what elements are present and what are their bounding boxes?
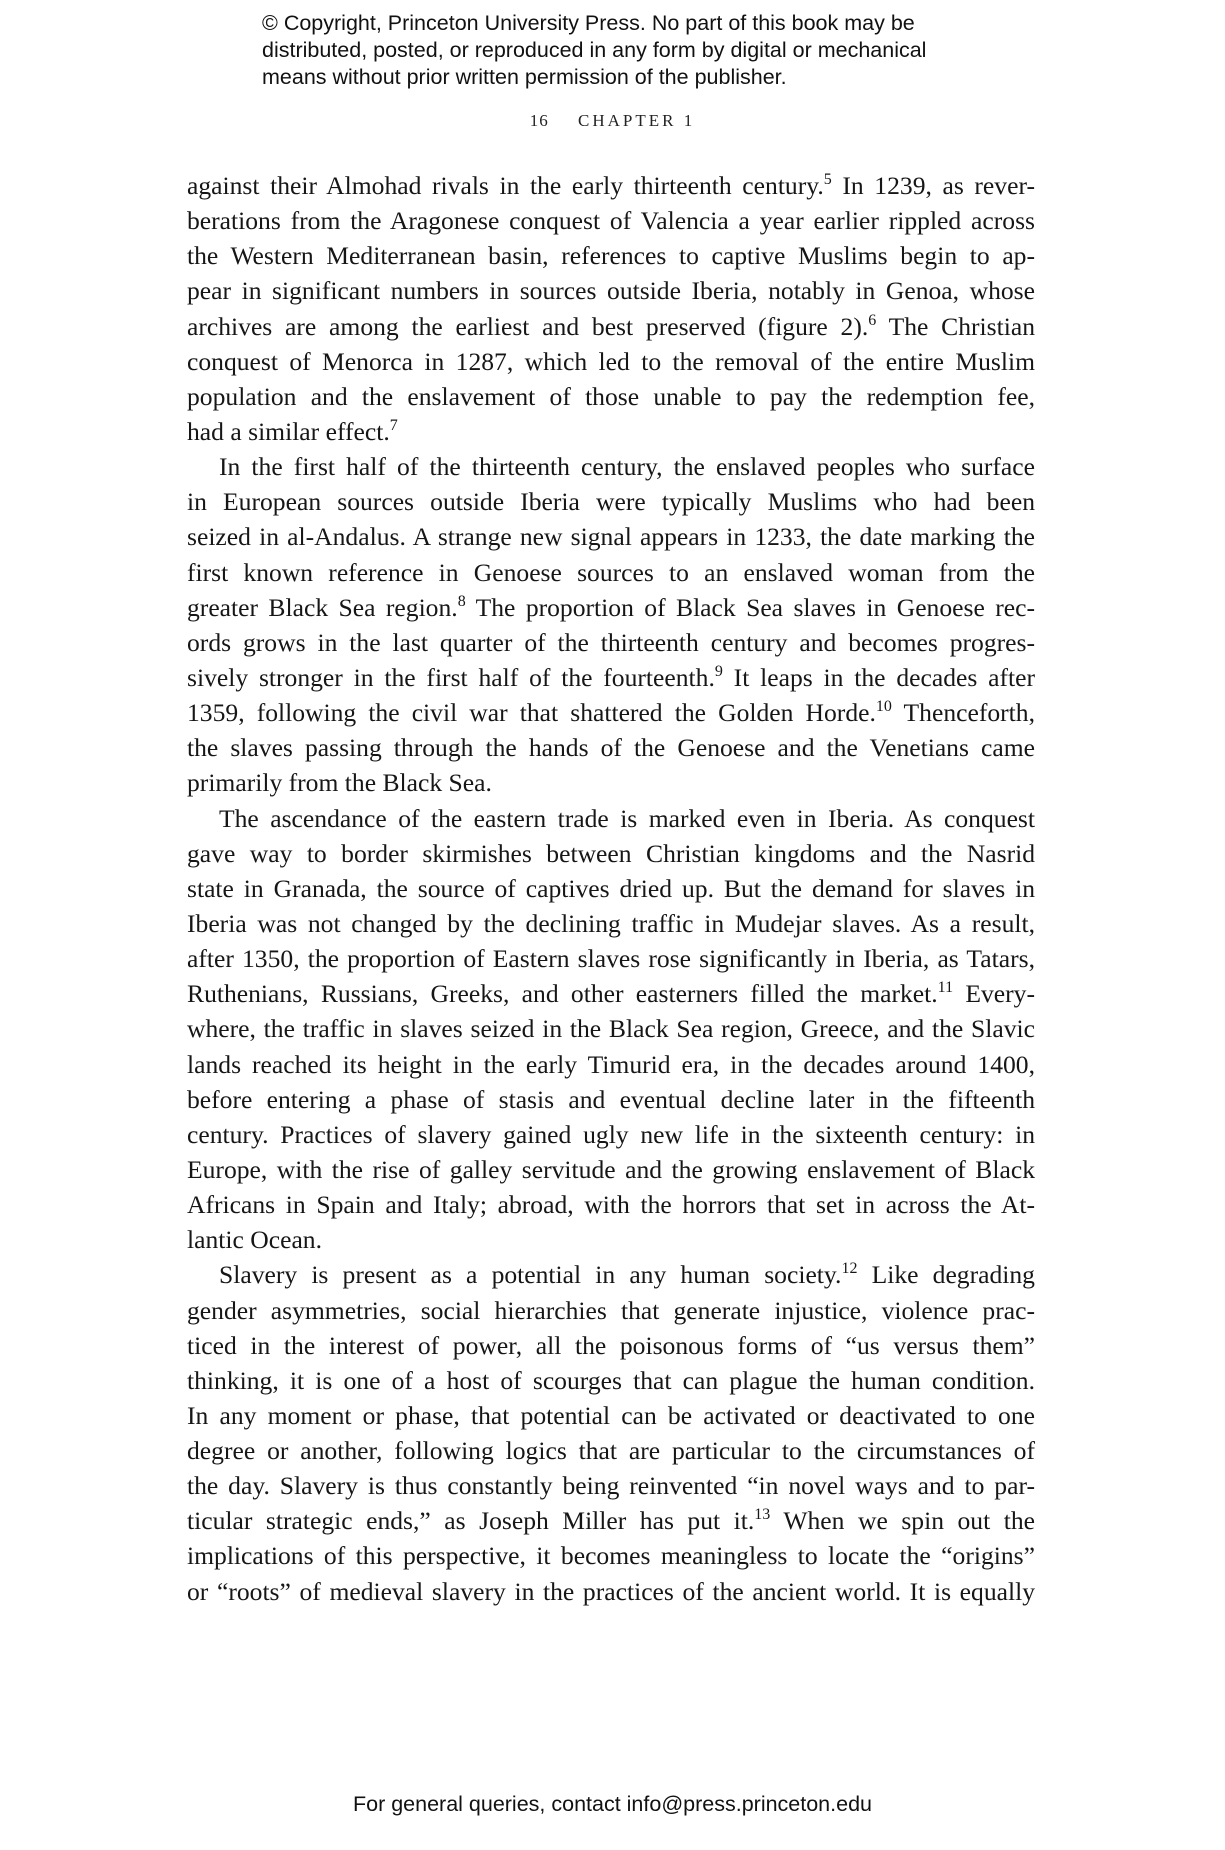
text-line [187,1222,1035,1257]
text-line [187,836,1035,871]
text-segment: sively stronger in the first half of the fourteenth. [187,662,715,692]
text-segment: century. Practices of slavery gained ugly new life in the sixteenth century: in [187,1119,1035,1149]
text-line [187,906,1035,941]
text-line [187,203,1035,238]
text-line [187,660,1035,695]
text-segment: conquest of Menorca in 1287, which led to the removal of the entire Muslim [187,346,1035,376]
text-segment: Ruthenians, Russians, Greeks, and other easterners filled the market. [187,979,938,1009]
text-line [187,344,1035,379]
text-segment: where, the traffic in slaves seized in the Black Sea region, Greece, and the Slavic [187,1014,1035,1044]
text-segment: In 1239, as rever- [831,171,1035,200]
text-segment: It leaps in the decades after [722,662,1035,692]
text-line [187,1082,1035,1117]
text-line [187,1468,1035,1503]
text-segment: When we spin out the [770,1506,1035,1536]
chapter-label: CHAPTER 1 [578,111,696,130]
footer-contact: For general queries, contact info@press.princeton.edu [352,1792,872,1816]
text-line [187,590,1035,625]
running-head [0,111,1225,131]
text-segment: Thenceforth, [891,698,1035,728]
text-segment: Europe, with the rise of galley servitude and the growing enslavement of Black [187,1154,1035,1184]
text-segment: In the first half of the thirteenth century, the enslaved peoples who surface [219,452,1035,482]
text-line [187,309,1035,344]
footnote-ref[interactable]: 13 [754,1506,771,1524]
footnote-ref[interactable]: 6 [868,311,877,329]
text-line [187,1503,1035,1538]
text-segment: The ascendance of the eastern trade is marked even in Iberia. As conquest [219,803,1035,833]
text-segment: In any moment or phase, that potential can be activated or deactivated to one [187,1400,1035,1430]
text-segment: the slaves passing through the hands of the Genoese and the Venetians came [187,733,1035,763]
text-segment: primarily from the Black Sea. [187,768,492,798]
text-segment: ticular strategic ends,” as Joseph Miller has put it. [187,1506,755,1536]
text-line [187,871,1035,906]
footnote-ref[interactable]: 9 [714,662,723,680]
text-line [187,1538,1035,1573]
text-segment: thinking, it is one of a host of scourges that can plague the human condition. [187,1365,1035,1395]
text-segment: archives are among the earliest and best preserved (figure 2). [187,311,869,341]
copyright-line: means without prior written permission of the publisher. [262,65,787,89]
text-line [187,1117,1035,1152]
text-line [187,1152,1035,1187]
text-line [187,1328,1035,1363]
copyright-line: © Copyright, Princeton University Press. No part of this book may be [262,11,915,35]
text-segment: implications of this perspective, it becomes meaningless to locate the “origins” [187,1541,1035,1571]
text-line [187,1398,1035,1433]
text-segment: lands reached its height in the early Timurid era, in the decades around 1400, [187,1049,1035,1079]
text-line [187,484,1035,519]
text-segment: berations from the Aragonese conquest of Valencia a year earlier rippled across [187,206,1035,236]
text-segment: or “roots” of medieval slavery in the practices of the ancient world. It is equally [187,1576,1035,1606]
text-segment: state in Granada, the source of captives dried up. But the demand for slaves in [187,873,1035,903]
text-line [187,1433,1035,1468]
text-line [187,1011,1035,1046]
text-line [187,625,1035,660]
text-segment: degree or another, following logics that are particular to the circumstances of [187,1436,1035,1466]
text-segment: before entering a phase of stasis and eventual decline later in the fifteenth [187,1084,1035,1114]
text-segment: Africans in Spain and Italy; abroad, with the horrors that set in across the At- [187,1190,1035,1220]
footnote-ref[interactable]: 7 [389,416,398,434]
text-segment: population and the enslavement of those unable to pay the redemption fee, [187,381,1035,411]
copyright-notice [262,10,1022,91]
text-segment: ticed in the interest of power, all the poisonous forms of “us versus them” [187,1330,1035,1360]
text-line [187,414,1035,449]
text-line [187,1363,1035,1398]
text-segment: the day. Slavery is thus constantly being reinvented “in novel ways and to par- [187,1471,1035,1501]
copyright-line: distributed, posted, or reproduced in any form by digital or mechanical [262,38,927,62]
body-text [187,168,1035,1609]
text-segment: Iberia was not changed by the declining traffic in Mudejar slaves. As a result, [187,908,1035,938]
text-segment: first known reference in Genoese sources to an enslaved woman from the [187,557,1035,587]
footnote-ref[interactable]: 12 [841,1260,858,1278]
text-line [187,449,1035,484]
footnote-ref[interactable]: 5 [823,171,832,188]
text-line [187,801,1035,836]
text-line [187,555,1035,590]
text-segment: lantic Ocean. [187,1225,323,1255]
text-segment: pear in significant numbers in sources outside Iberia, notably in Genoa, whose [187,276,1035,306]
text-line [187,765,1035,800]
text-segment: gender asymmetries, social hierarchies that generate injustice, violence prac- [187,1295,1035,1325]
text-line [187,1047,1035,1082]
footnote-ref[interactable]: 8 [457,592,466,610]
page-number: 16 [529,111,549,130]
text-segment: against their Almohad rivals in the early thirteenth century. [187,171,824,200]
text-line [187,941,1035,976]
text-segment: The Christian [876,311,1035,341]
text-line [187,976,1035,1011]
text-segment: Every- [953,979,1035,1009]
text-segment: seized in al-Andalus. A strange new signal appears in 1233, the date marking the [187,522,1035,552]
footnote-ref[interactable]: 11 [937,979,954,997]
text-line [187,1293,1035,1328]
text-segment: the Western Mediterranean basin, references to captive Muslims begin to ap- [187,241,1035,271]
footnote-ref[interactable]: 10 [875,698,892,716]
text-segment: in European sources outside Iberia were typically Muslims who had been [187,487,1035,517]
text-segment: 1359, following the civil war that shattered the Golden Horde. [187,698,876,728]
text-segment: The proportion of Black Sea slaves in Genoese rec- [465,592,1035,622]
text-line [187,519,1035,554]
text-line [187,695,1035,730]
text-line [187,238,1035,273]
text-line [187,730,1035,765]
text-segment: Slavery is present as a potential in any human society. [219,1260,842,1290]
text-line [187,168,1035,203]
text-line [187,1574,1035,1609]
text-segment: after 1350, the proportion of Eastern slaves rose significantly in Iberia, as Tatars, [187,944,1035,974]
text-segment: greater Black Sea region. [187,592,458,622]
text-line [187,1187,1035,1222]
text-line [187,379,1035,414]
text-segment: had a similar effect. [187,416,390,446]
text-line [187,273,1035,308]
text-segment: ords grows in the last quarter of the thirteenth century and becomes progres- [187,627,1035,657]
text-segment: Like degrading [857,1260,1035,1290]
text-segment: gave way to border skirmishes between Christian kingdoms and the Nasrid [187,838,1035,868]
text-line [187,1257,1035,1292]
